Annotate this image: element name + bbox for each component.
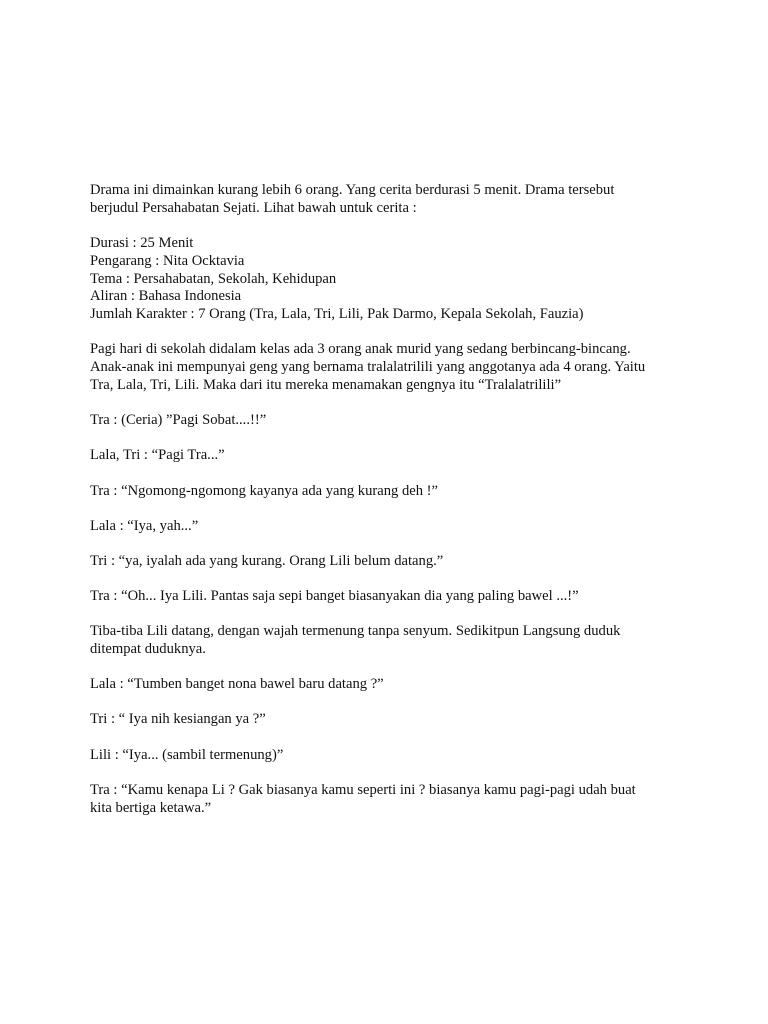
text-line: Lala, Tri : “Pagi Tra...”	[90, 447, 225, 464]
narration-paragraph	[90, 623, 690, 659]
detail-pengarang: Pengarang : Nita Ocktavia	[90, 252, 245, 269]
text-line: Drama ini dimainkan kurang lebih 6 orang. Yang cerita berdurasi 5 menit. Drama tersebut	[90, 182, 615, 198]
dialog-line	[90, 782, 690, 818]
text-line: Lala : “Tumben banget nona bawel baru datang ?”	[90, 676, 384, 693]
dialog-line	[90, 553, 690, 571]
dialog-line	[90, 412, 690, 430]
text-line: Tra : “Oh... Iya Lili. Pantas saja sepi banget biasanyakan dia yang paling bawel ...!”	[90, 588, 579, 605]
text-line: Tri : “ya, iyalah ada yang kurang. Orang Lili belum datang.”	[90, 552, 444, 569]
text-line: kita bertiga ketawa.”	[90, 799, 212, 816]
text-line: ditempat duduknya.	[90, 641, 206, 658]
text-line: berjudul Persahabatan Sejati. Lihat bawah untuk cerita :	[90, 199, 417, 216]
details-block	[90, 235, 690, 324]
narration-paragraph	[90, 341, 690, 394]
dialog-line	[90, 588, 690, 606]
text-line: Tra, Lala, Tri, Lili. Maka dari itu mereka menamakan gengnya itu “Tralalatrilili”	[90, 376, 562, 393]
document-body	[90, 182, 690, 835]
text-line: Pagi hari di sekolah didalam kelas ada 3 orang anak murid yang sedang berbincang-bincang.	[90, 341, 631, 358]
text-line: Lili : “Iya... (sambil termenung)”	[90, 746, 284, 763]
text-line: Lala : “Iya, yah...”	[90, 517, 199, 534]
intro-paragraph	[90, 182, 690, 218]
text-line: Anak-anak ini mempunyai geng yang bernama tralalatrilili yang anggotanya ada 4 orang. Yaitu	[90, 359, 646, 376]
text-line: Tra : “Kamu kenapa Li ? Gak biasanya kamu seperti ini ? biasanya kamu pagi-pagi udah buat	[90, 781, 636, 798]
detail-jumlah-karakter: Jumlah Karakter : 7 Orang (Tra, Lala, Tri, Lili, Pak Darmo, Kepala Sekolah, Fauzia)	[90, 306, 584, 323]
detail-tema: Tema : Persahabatan, Sekolah, Kehidupan	[90, 270, 337, 287]
text-line: Tra : (Ceria) ”Pagi Sobat....!!”	[90, 412, 267, 429]
detail-durasi: Durasi : 25 Menit	[90, 234, 194, 251]
text-line: Tra : “Ngomong-ngomong kayanya ada yang kurang deh !”	[90, 482, 438, 499]
dialog-line	[90, 447, 690, 465]
text-line: Tiba-tiba Lili datang, dengan wajah termenung tanpa senyum. Sedikitpun Langsung duduk	[90, 623, 621, 640]
dialog-line	[90, 483, 690, 501]
text-line: Tri : “ Iya nih kesiangan ya ?”	[90, 711, 266, 728]
dialog-line	[90, 711, 690, 729]
dialog-line	[90, 518, 690, 536]
detail-aliran: Aliran : Bahasa Indonesia	[90, 288, 242, 305]
dialog-line	[90, 747, 690, 765]
dialog-line	[90, 676, 690, 694]
